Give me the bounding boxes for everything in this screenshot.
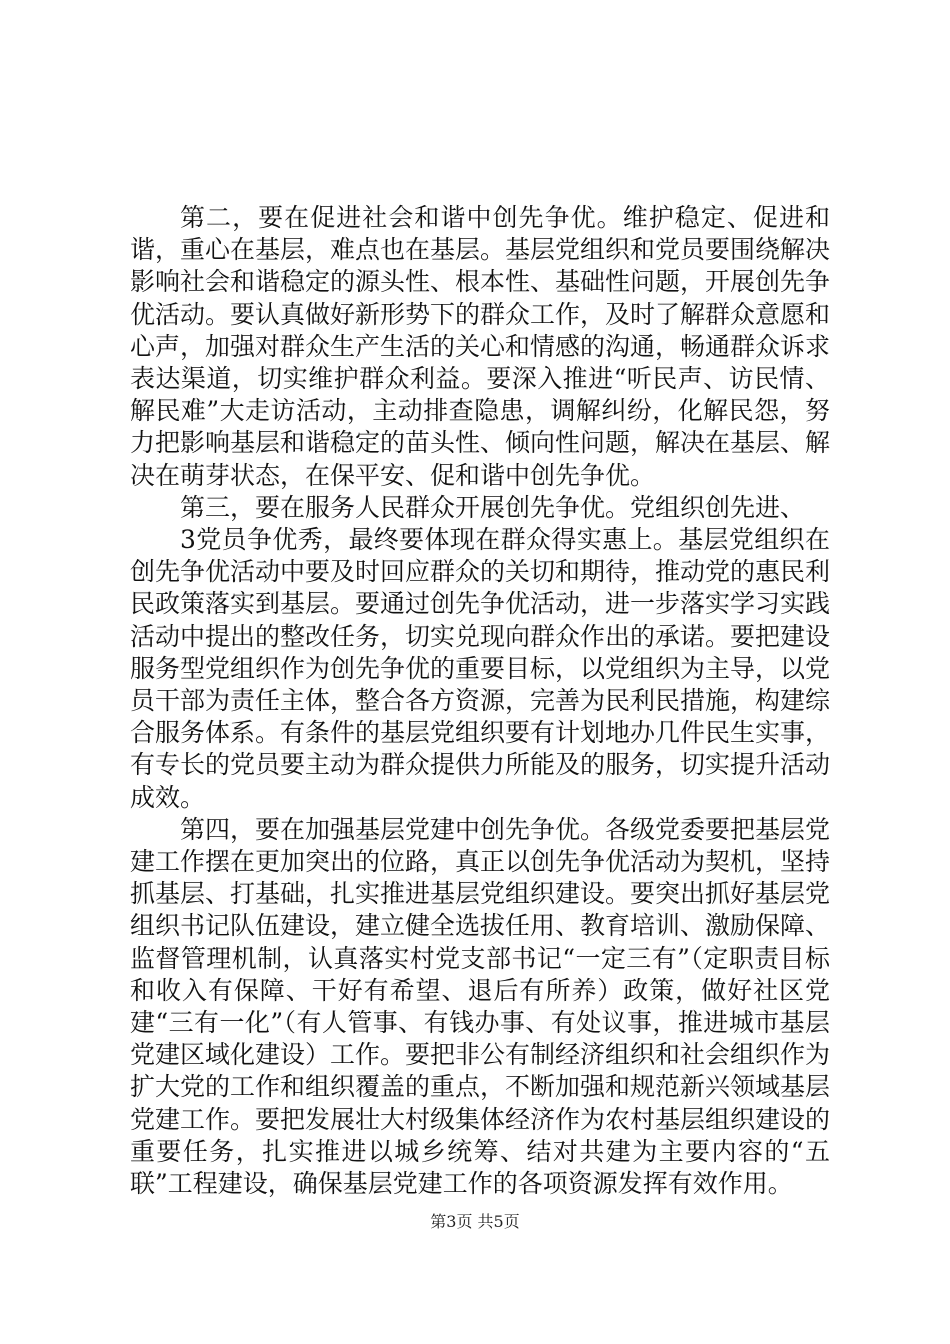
paragraph-third-intro: 第三，要在服务人民群众开展创先争优。党组织创先进、 <box>180 492 806 522</box>
page-footer: 第3页 共5页 <box>430 1212 520 1231</box>
paragraph-second: 第二，要在促进社会和谐中创先争优。维护稳定、促进和谐，重心在基层，难点也在基层。基层党组织和党员要围绕解决影响社会和谐稳定的源头性、根本性、基础性问题，开展创先争优活动。要认真做好新形势下的群众工作，及时了解群众意愿和心声，加强对群众生产生活的关心和情感的沟通，畅通群众诉求表达渠道，切实维护群众利益。要深入推进“听民声、访民情、解民难”大走访活动，主动排查隐患，调解纠纷，化解民怨，努力把影响基层和谐稳定的苗头性、倾向性问题，解决在基层、解决在萌芽状态，在保平安、促和谐中创先争优。 <box>130 203 831 490</box>
paragraph-fourth: 第四，要在加强基层党建中创先争优。各级党委要把基层党建工作摆在更加突出的位路，真正以创先争优活动为契机，坚持抓基层、打基础，扎实推进基层党组织建设。要突出抓好基层党组织书记队伍建设，建立健全选拔任用、教育培训、激励保障、监督管理机制，认真落实村党支部书记“一定三有”（定职责目标和收入有保障、干好有希望、退后有所养）政策，做好社区党建“三有一化”（有人管事、有钱办事、有处议事，推进城市基层党建区域化建设）工作。要把非公有制经济组织和社会组织作为扩大党的工作和组织覆盖的重点，不断加强和规范新兴领域基层党建工作。要把发展壮大村级集体经济作为农村基层组织建设的重要任务，扎实推进以城乡统筹、结对共建为主要内容的“五联”工程建设，确保基层党建工作的各项资源发挥有效作用。 <box>130 814 831 1199</box>
paragraph-third-body: 3党员争优秀，最终要体现在群众得实惠上。基层党组织在创先争优活动中要及时回应群众的关切和期待，推动党的惠民利民政策落实到基层。要通过创先争优活动，进一步落实学习实践活动中提出的整改任务，切实兑现向群众作出的承诺。要把建设服务型党组织作为创先争优的重要目标，以党组织为主导，以党员干部为责任主体，整合各方资源，完善为民利民措施，构建综合服务体系。有条件的基层党组织要有计划地办几件民生实事，有专长的党员要主动为群众提供力所能及的服务，切实提升活动成效。 <box>130 525 831 812</box>
document-body <box>130 202 830 1200</box>
